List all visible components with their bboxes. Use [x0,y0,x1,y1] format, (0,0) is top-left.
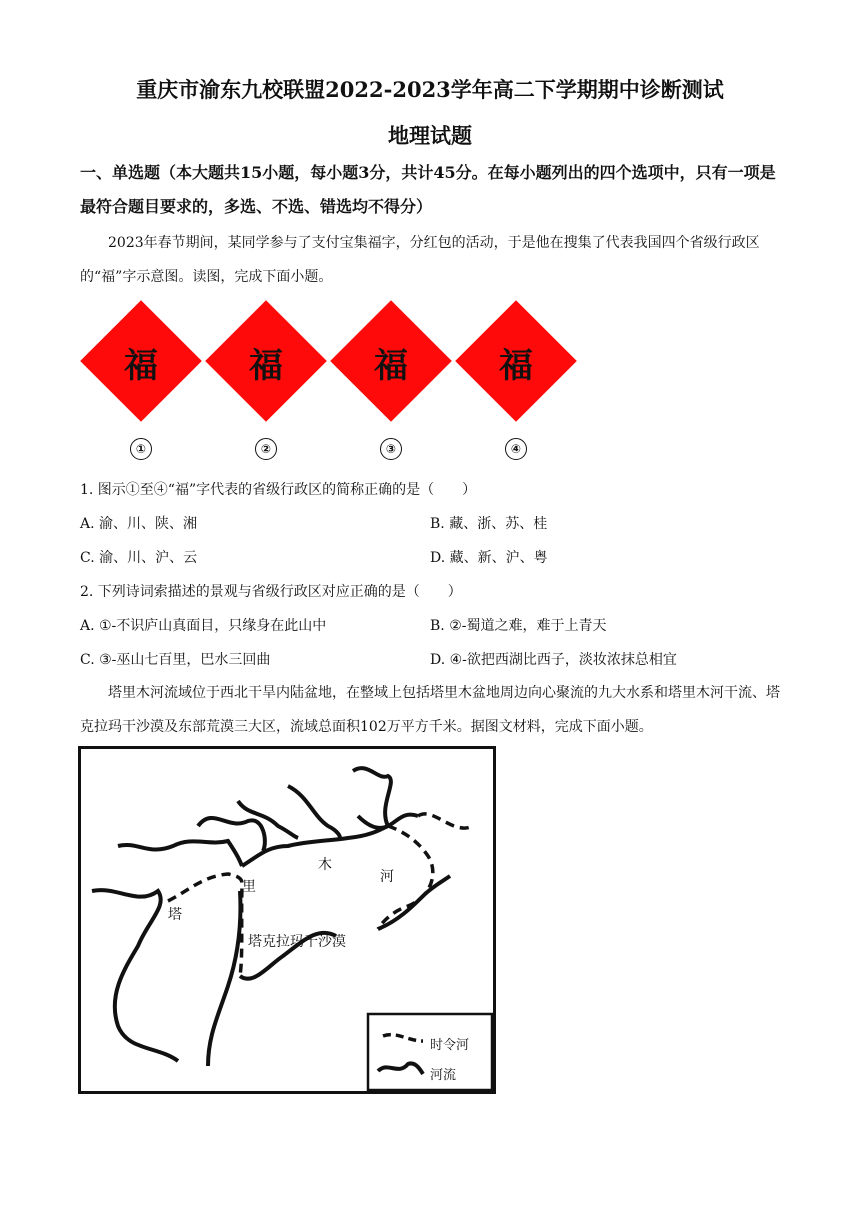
map-label-ta: 塔 [168,907,182,923]
fu-label-3: ③ [380,438,402,460]
fu-glyph-1: 福 [124,346,158,386]
q2-stem: 2. 下列诗词索描述的景观与省级行政区对应正确的是（ ） [80,584,462,600]
map-label-mu: 木 [318,857,332,873]
q1-option-c: C. 渝、川、沪、云 [80,550,198,566]
fu-label-2: ② [255,438,277,460]
map-label-li: 里 [242,879,256,895]
legend-label-seasonal: 时令河 [430,1038,470,1053]
q2-option-b: B. ②-蜀道之难，难于上青天 [430,618,607,634]
intro-paragraph-1: 2023年春节期间，某同学参与了支付宝集福字，分红包的活动，于是他在搜集了代表我国四个省级行政区的“福”字示意图。读图，完成下面小题。 [80,235,760,285]
fu-glyph-3: 福 [374,346,408,386]
q1-stem: 1. 图示①至④“福”字代表的省级行政区的简称正确的是（ ） [80,482,477,498]
fu-label-1: ① [130,438,152,460]
fu-figure [80,300,580,460]
fu-glyph-4: 福 [499,346,533,386]
q1-option-d: D. 藏、新、沪、粤 [430,550,548,566]
q1-option-a: A. 渝、川、陕、湘 [80,516,198,532]
page-subtitle: 地理试题 [388,123,472,148]
map-label-he: 河 [380,869,394,885]
page-title: 重庆市渝东九校联盟2022-2023学年高二下学期期中诊断测试 [136,77,724,102]
q2-option-a: A. ①-不识庐山真面目，只缘身在此山中 [80,618,327,634]
q1-option-b: B. 藏、浙、苏、桂 [430,516,548,532]
q2-option-c: C. ③-巫山七百里，巴水三回曲 [80,652,271,668]
tarim-map [78,746,496,1094]
q2-option-d: D. ④-欲把西湖比西子，淡妆浓抹总相宜 [430,652,677,668]
fu-glyph-2: 福 [249,346,283,386]
map-label-desert: 塔克拉玛干沙漠 [248,934,346,950]
intro-paragraph-2: 塔里木河流域位于西北干旱内陆盆地，在整域上包括塔里木盆地周边向心聚流的九大水系和塔里木河干流、塔克拉玛干沙漠及东部荒漠三大区，流域总面积102万平方千米。据图文材料，完成下面小题。 [80,685,780,735]
fu-label-4: ④ [505,438,527,460]
legend-label-river: 河流 [430,1068,457,1083]
section-heading: 一、单选题（本大题共15小题，每小题3分，共计45分。在每小题列出的四个选项中，只有一项是最符合题目要求的，多选、不选、错选均不得分） [80,163,776,216]
